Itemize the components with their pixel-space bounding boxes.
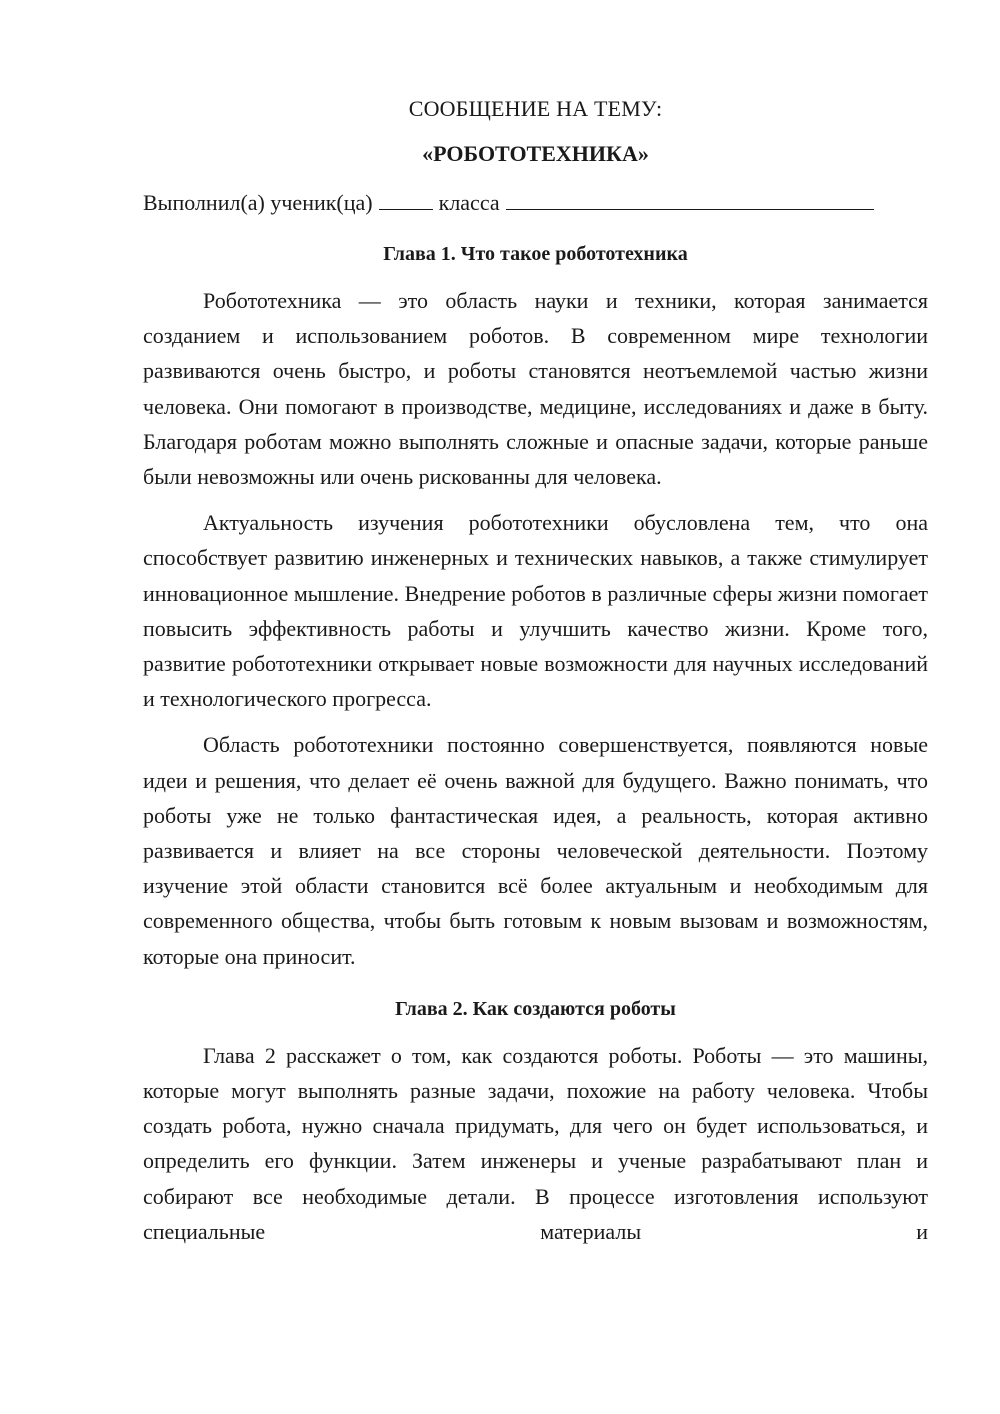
chapter-2 (143, 994, 928, 1249)
chapter-heading: Глава 2. Как создаются роботы (395, 997, 676, 1020)
paragraph: Актуальность изучения робототехники обусловлена тем, что она способствует развитию инженерных и технических навыков, а также стимулирует инновационное мышление. Внедрение роботов в различные сферы жизни помогает повысить эффективность работы и улучшить качество жизни. Кроме того, развитие робототехники открывает новые возможности для научных исследований и технологического прогресса. (143, 510, 928, 712)
paragraph: Область робототехники постоянно совершенствуется, появляются новые идеи и решения, что делает её очень важной для будущего. Важно понимать, что роботы уже не только фантастическая идея, а реальность, которая активно развивается и влияет на все стороны человеческой деятельности. Поэтому изучение этой области становится всё более актуальным и необходимым для современного общества, чтобы быть готовым к новым вызовам и возможностям, которые она приносит. (143, 732, 928, 969)
author-prefix: Выполнил(а) ученик(ца) (143, 190, 373, 215)
document-page (143, 93, 928, 1249)
chapter-heading: Глава 1. Что такое робототехника (383, 243, 688, 265)
student-name-blank (506, 187, 874, 210)
paragraph: Глава 2 расскажет о том, как создаются роботы. Роботы — это машины, которые могут выполнять разные задачи, похожие на работу человека. Чтобы создать робота, нужно сначала придумать, для чего он будет использоваться, и определить его функции. Затем инженеры и ученые разрабатывают план и собирают все необходимые детали. В процессе изготовления используют специальные материалы и (143, 1042, 928, 1244)
paragraph: Робототехника — это область науки и техники, которая занимается созданием и использованием роботов. В современном мире технологии развиваются очень быстро, и роботы становятся неотъемлемой частью жизни человека. Они помогают в производстве, медицине, исследованиях и даже в быту. Благодаря роботам можно выполнять сложные и опасные задачи, которые раньше были невозможны или очень рискованны для человека. (143, 288, 928, 490)
document-title: СООБЩЕНИЕ НА ТЕМУ: (408, 96, 663, 121)
document-subtitle: «РОБОТОТЕХНИКА» (422, 141, 649, 166)
class-number-blank (379, 187, 433, 210)
author-line (143, 187, 928, 219)
chapter-1 (143, 239, 928, 974)
class-word: класса (438, 190, 500, 215)
